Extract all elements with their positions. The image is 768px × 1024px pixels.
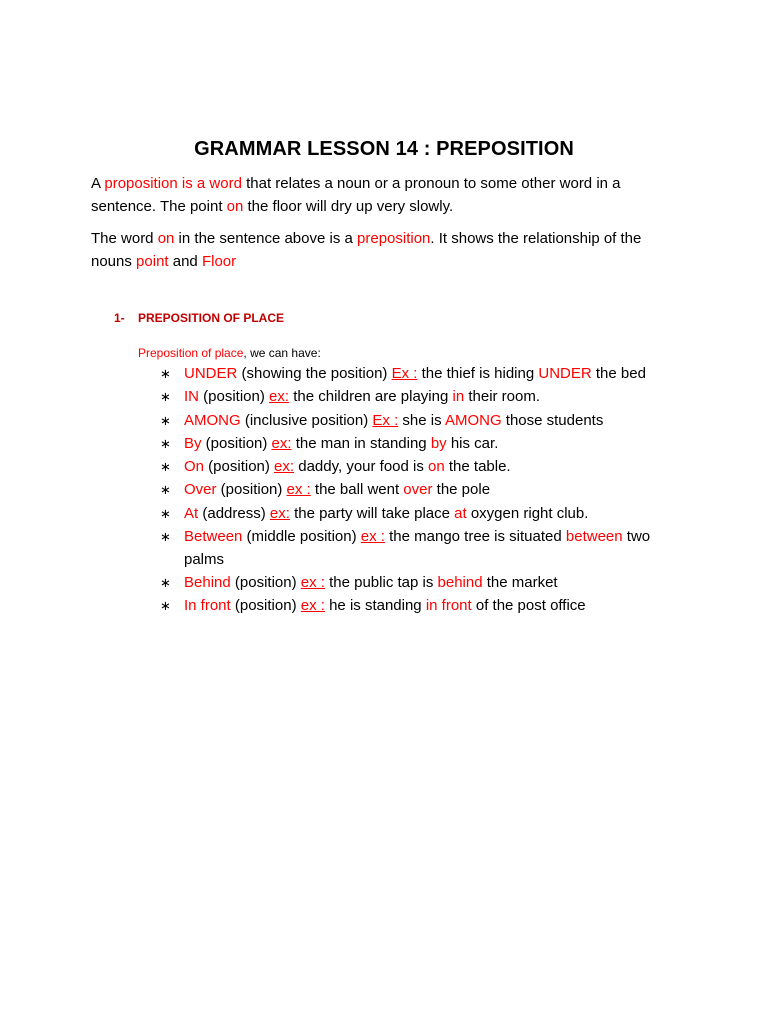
text-run: the floor will dry up very slowly. — [243, 197, 454, 215]
example-label: ex : — [360, 528, 385, 546]
example-text: the bed — [591, 365, 646, 382]
bullet-icon: ∗ — [160, 505, 171, 521]
preposition-description: (address) — [198, 504, 270, 522]
example-text: of the post office — [471, 597, 586, 615]
preposition-word: Over — [184, 481, 217, 499]
highlight-text: at — [454, 504, 467, 522]
page-title: GRAMMAR LESSON 14 : PREPOSITION — [194, 138, 574, 160]
text-run: The word — [91, 230, 158, 247]
example-text: she is — [398, 411, 445, 429]
example-text: the public tap is — [324, 574, 438, 592]
list-item — [158, 503, 688, 526]
text-run: that relates a noun or a pronoun to some other word in a sentence. The point — [91, 175, 621, 215]
example-label: ex: — [274, 458, 295, 476]
example-label: ex: — [269, 388, 290, 406]
highlight-text: in front — [425, 597, 472, 615]
bullet-icon: ∗ — [160, 529, 171, 545]
example-label: ex: — [269, 504, 290, 522]
list-item — [158, 433, 688, 456]
highlight-text: behind — [437, 574, 483, 592]
highlight-text: point — [136, 252, 169, 270]
highlight-text: UNDER — [538, 365, 592, 382]
example-text: the mango tree is situated — [384, 528, 566, 546]
list-item — [158, 526, 688, 571]
example-label: Ex : — [372, 411, 399, 429]
bullet-icon: ∗ — [160, 412, 171, 428]
list-item — [158, 572, 688, 595]
example-text: the table. — [444, 458, 511, 476]
text-run: and — [168, 252, 202, 270]
highlight-text: on — [428, 458, 445, 476]
preposition-word: On — [184, 458, 205, 476]
example-text: he is standing — [324, 597, 426, 615]
preposition-word: AMONG — [184, 411, 241, 429]
example-text: daddy, your food is — [294, 458, 429, 476]
section-title: PREPOSITION OF PLACE — [138, 311, 285, 325]
list-item — [158, 595, 688, 618]
preposition-word: By — [184, 434, 202, 452]
bullet-icon: ∗ — [160, 435, 171, 451]
preposition-list — [158, 363, 688, 619]
section-intro — [138, 345, 321, 361]
text-run: A — [91, 175, 105, 192]
list-item — [158, 479, 688, 502]
highlight-text: between — [565, 528, 623, 546]
bullet-icon: ∗ — [160, 598, 171, 614]
preposition-description: (showing the position) — [237, 365, 392, 382]
highlight-text: on — [226, 197, 244, 215]
example-text: the market — [482, 574, 558, 592]
preposition-word: Between — [184, 528, 243, 546]
highlight-text: Floor — [201, 252, 237, 270]
example-text: the party will take place — [289, 504, 455, 522]
highlight-text: Preposition of place — [138, 346, 244, 360]
preposition-description: (position) — [230, 574, 301, 592]
preposition-description: (inclusive position) — [240, 411, 373, 429]
list-item — [158, 410, 688, 433]
bullet-icon: ∗ — [160, 459, 171, 475]
preposition-description: (position) — [201, 434, 272, 452]
example-text: two palms — [184, 528, 651, 568]
preposition-word: At — [184, 504, 199, 522]
example-text: the children are playing — [289, 388, 453, 406]
section-heading — [114, 310, 284, 326]
example-text: oxygen right club. — [466, 504, 589, 522]
example-text: the pole — [432, 481, 491, 499]
example-label: ex : — [300, 574, 325, 592]
definition-paragraph — [91, 173, 686, 218]
highlight-text: proposition is a word — [104, 175, 242, 192]
list-item — [158, 363, 688, 386]
bullet-icon: ∗ — [160, 482, 171, 498]
preposition-description: (position) — [216, 481, 287, 499]
highlight-text: in — [452, 388, 465, 406]
highlight-text: over — [403, 481, 433, 499]
preposition-description: (middle position) — [242, 528, 361, 546]
example-label: ex : — [286, 481, 311, 499]
preposition-description: (position) — [199, 388, 270, 406]
preposition-word: IN — [184, 388, 199, 406]
highlight-text: by — [430, 434, 447, 452]
preposition-word: UNDER — [184, 365, 238, 382]
example-label: ex: — [271, 434, 292, 452]
bullet-icon: ∗ — [160, 366, 171, 381]
text-run: in the sentence above is a — [174, 230, 358, 247]
highlight-text: AMONG — [444, 411, 502, 429]
highlight-text: preposition — [357, 230, 431, 247]
preposition-word: In front — [184, 597, 231, 615]
text-run: . It shows the relationship of the nouns — [91, 230, 642, 270]
preposition-description: (position) — [230, 597, 301, 615]
text-run: , we can have: — [243, 346, 321, 360]
preposition-description: (position) — [204, 458, 275, 476]
section-number: 1- — [114, 311, 125, 325]
list-item — [158, 456, 688, 479]
example-text: his car. — [446, 434, 499, 452]
example-text: those students — [501, 411, 604, 429]
example-text: the ball went — [310, 481, 404, 499]
bullet-icon: ∗ — [160, 389, 171, 405]
highlight-text: on — [157, 230, 175, 247]
example-text: their room. — [464, 388, 541, 406]
list-item — [158, 386, 688, 409]
example-text: the man in standing — [291, 434, 431, 452]
explanation-paragraph — [91, 228, 686, 273]
preposition-word: Behind — [184, 574, 231, 592]
bullet-icon: ∗ — [160, 575, 171, 591]
example-label: ex : — [300, 597, 325, 615]
example-label: Ex : — [391, 365, 418, 382]
example-text: the thief is hiding — [417, 365, 539, 382]
